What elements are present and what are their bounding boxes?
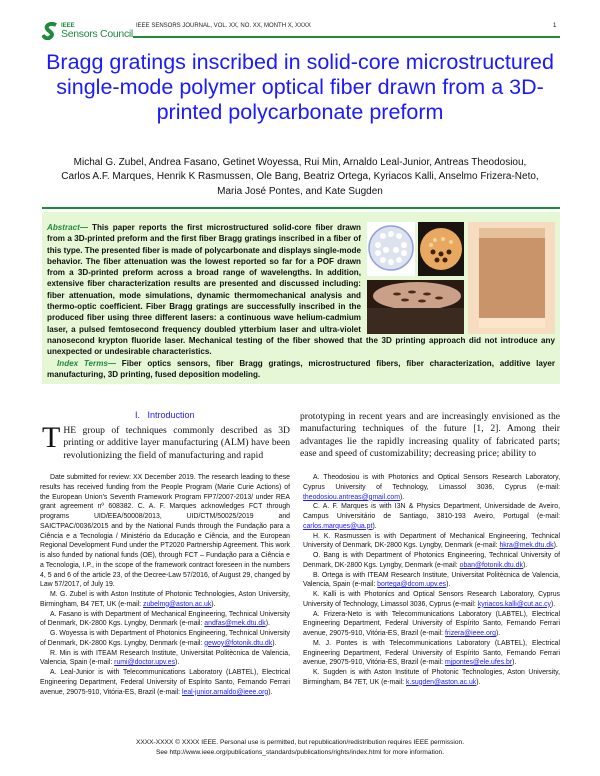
email-link[interactable]: k.sugden@aston.ac.uk [406, 678, 477, 686]
logo-s-icon [42, 22, 60, 40]
footnote-text: K. Sugden is with Aston Institute of Photonic Technologies, Aston University, Birmingham, B4 7ET, UK (e-mail: [303, 669, 560, 686]
paper-title: Bragg gratings inscribed in solid-core microstructured single-mode polymer optical fiber drawn from a 3D-printed polycarbonate preform [46, 50, 554, 124]
intro-text-right: prototyping in recent years and are increasingly envisioned as the manufacturing techniques of the future [1, 2]. Among their advantages lie the rapidly increasing quality of fabricated parts; ease and speed of customizability; decreasing price; ability to [300, 411, 560, 459]
email-link[interactable]: zubelmg@aston.ac.uk [143, 600, 212, 608]
running-header: IEEE SENSORS JOURNAL, VOL. XX, NO. XX, MONTH X, XXXX [136, 23, 312, 29]
author-footnote [303, 551, 560, 571]
email-link[interactable]: frizera@ieee.org [444, 630, 497, 637]
author-footnote [303, 473, 560, 502]
intro-column-left [42, 421, 290, 462]
author-footnote [40, 610, 290, 630]
footnote-end: ). [211, 600, 216, 608]
footnote-text: O. Bang is with Department of Photonics Engineering, Technical University of Denmark, DK-2800 Kgs. Lyngby, Denmark (e-mail: [303, 552, 560, 569]
footnote-end: ). [268, 688, 273, 696]
footnote-text: A. Leal-Junior is with Telecommunications Laboratory (LABTEL), Electrical Engineering Department, Federal University of Espírito Santo, Fernando Ferrari avenue, 29075-910, Vitória-ES, Brazil (e-mail: [40, 669, 290, 696]
footnote-end: ). [512, 659, 517, 667]
author-footnote [40, 668, 290, 697]
footnote-end: ). [476, 678, 481, 686]
email-link[interactable]: leal-junior.arnaldo@ieee.org [181, 688, 269, 696]
author-footnote [40, 629, 290, 649]
author-footnote [303, 668, 560, 688]
logo-ieee-text: IEEE [61, 22, 75, 29]
index-terms-text: Fiber optics sensors, fiber Bragg gratings, microstructured fibers, fiber characterization, additive layer manufacturing, 3D printing, fused deposition modeling. [47, 358, 555, 379]
author-footnote [40, 473, 290, 590]
email-link[interactable]: oban@fotonik.dtu.dk [459, 561, 523, 569]
footnote-end: ). [400, 493, 405, 501]
email-link[interactable]: rumi@doctor.upv.es [114, 659, 176, 667]
footnote-text: B. Ortega is with ITEAM Research Institute, Universitat Politècnica de Valencia, Valencia, Spain (e-mail: [303, 571, 560, 589]
footnote-end: ). [522, 561, 528, 569]
footnote-end: ). [496, 630, 501, 637]
ieee-sensors-council-logo [42, 20, 134, 42]
abstract-text: This paper reports the first microstructured solid-core fiber drawn from a 3D-printed preform and the first fiber Bragg gratings inscribed in a fiber of this type. The presented fiber is made of polycarbonate and displays single-mode behavior. The fiber attenuation was the lowest reported so far for a POF drawn from a 3D-printed preform across a broad range of wavelengths. In addition, extensive fiber characterization results are presented and discussed including: fiber attenuation, mode simulations, dynamic thermomechanical analysis and thermo-optic coefficient. Fiber Bragg gratings are successfully inscribed in the produced fiber using three different lasers: a continuous wave helium-cadmium laser, a pulsed femtosecond frequency doubled ytterbium laser and ultra-violet nanosecond krypton fluoride laser. Mechanical testing of the fiber showed that the 3D printing approach did not introduce any unexpected or undesirable characteristics. [47, 223, 555, 357]
author-footnote [303, 610, 560, 639]
email-link[interactable]: carlos.marques@ua.pt [303, 522, 373, 530]
preform-figure [367, 222, 555, 334]
footnote-text: C. A. F. Marques is with I3N & Physics Department, Universidade de Aveiro, Campus Universitário de Santiago, 3810-193 Aveiro, Portugal (e-mail: [303, 503, 560, 520]
section-heading-introduction: I. Introduction [135, 410, 195, 420]
footer-line-1: XXXX-XXXX © XXXX IEEE. Personal use is permitted, but republication/redistribution requires IEEE permission. [135, 739, 465, 746]
author-footnote [40, 649, 290, 669]
author-footnote [303, 639, 560, 668]
email-link[interactable]: bortega@dcom.upv.es [377, 581, 447, 589]
footnote-end: ). [551, 600, 556, 608]
author-list: Michal G. Zubel, Andrea Fasano, Getinet Woyessa, Rui Min, Arnaldo Leal-Junior, Antreas Theodosiou, Carlos A.F. Marques, Henrik K Rasmussen, Ole Bang, Beatriz Ortega, Kyriacos Kalli, Anselmo Frizera-Neto, Maria José Pontes, and Kate Sugden [61, 157, 539, 197]
footnote-end: ). [372, 522, 377, 530]
footnote-end: ). [553, 542, 558, 550]
drop-cap: T [42, 421, 61, 454]
footnote-text: A. Fasano is with Department of Mechanical Engineering, Technical University of Denmark, DK-2800 Kgs. Lyngby, Denmark (e-mail: [40, 610, 290, 628]
logo-council-text: Sensors Council [61, 27, 133, 40]
footnote-text: R. Min is with ITEAM Research Institute, Universitat Politècnica de Valencia, Valencia, Spain (e-mail: [40, 649, 290, 667]
footnote-text: H. K. Rasmussen is with Department of Mechanical Engineering, Technical University of Denmark, DK-2800 Kgs. Lyngby, Denmark (e-mail: [303, 532, 560, 550]
footnote-end: ). [446, 581, 451, 589]
email-link[interactable]: kyriacos.kalli@cut.ac.cy [477, 600, 552, 608]
author-footnote [303, 590, 560, 610]
email-link[interactable]: hkra@mek.dtu.dk [499, 542, 554, 550]
abstract-rule [42, 207, 560, 209]
footnotes-right [303, 473, 560, 688]
footnote-end: ). [175, 659, 180, 667]
footnote-text: G. Woyessa is with Department of Photonics Engineering, Technical University of Denmark, DK-2800 Kgs. Lyngby, Denmark (e-mail: [40, 630, 290, 647]
footnote-end: ). [272, 639, 277, 647]
footnote-text: A. Theodosiou is with Photonics and Optical Sensors Research Laboratory, Cyprus University of Technology, Limassol 3036, Cyprus (e-mail: [303, 474, 560, 491]
author-footnote [40, 590, 290, 610]
page-number: 1 [553, 23, 557, 29]
footer-line-2: See http://www.ieee.org/publications_standards/publications/rights/index.html for more information. [155, 748, 445, 756]
footnote-text: A. Frizera-Neto is with Telecommunications Laboratory (LABTEL), Electrical Engineering Department, Federal University of Espírito Santo, Fernando Ferrari avenue, 29075-910, Vitória-ES, Brazil (e-mail: [303, 610, 560, 637]
footnote-text: Date submitted for review: XX December 2019. The research leading to these results has received funding from the People Program (Marie Curie Actions) of the European Union's Seventh Framework Program FP7/2007-2013/ under REA grant agreement nº 608382. C. A. F. Marques acknowledges FCT through programs UID/EEA/50008/2013, UID/CTM/50025/2019 and SAICTPAC/0036/2015 and by the National Funds through the Fundação para a Ciência e a Tecnologia / Ministério da Educação e Ciência, and the European Regional Development Fund under the PT2020 Partnership Agreement. This work is also funded by national funds (OE), through FCT – Fundação para a Ciência e a Tecnologia, I.P., in the scope of the framework contract foreseen in the numbers 4, 5 and 6 of the article 23, of the Decree-Law 57/2016, of August 29, changed by Law 57/2017, of July 19. [40, 474, 290, 589]
email-link[interactable]: mjpontes@ele.ufes.br [444, 659, 513, 667]
footnote-text: M. G. Zubel is with Aston Institute of Photonic Technologies, Aston University, Birmingham, B4 7ET, UK (e-mail: [40, 591, 290, 608]
header-rule [133, 36, 560, 38]
abstract-label: Abstract— [47, 223, 88, 232]
email-link[interactable]: andfas@mek.dtu.dk [204, 620, 266, 628]
copyright-footer [60, 738, 540, 757]
author-footnote [303, 532, 560, 552]
footnote-end: ). [265, 620, 270, 628]
footnote-text: M. J. Pontes is with Telecommunications Laboratory (LABTEL), Electrical Engineering Department, Federal University of Espírito Santo, Fernando Ferrari avenue, 29075-910, Vitória-ES, Brazil (e-mail: [303, 639, 560, 667]
index-terms-label: Index Terms— [57, 358, 116, 368]
author-footnote [303, 502, 560, 531]
email-link[interactable]: gewoy@fotonik.dtu.dk [204, 639, 273, 647]
email-link[interactable]: theodosiou.antreas@gmail.com [303, 493, 401, 501]
abstract [47, 222, 555, 380]
footnote-text: K. Kalli is with Photonics and Optical Sensors Research Laboratory, Cyprus University of Technology, Limassol 3036, Cyprus (e-mail: [303, 591, 560, 608]
author-footnote [303, 571, 560, 591]
footnotes-left [40, 473, 290, 697]
intro-text-left: HE group of techniques commonly described as 3D printing or additive layer manufacturing (ALM) have been revolutionizing the field of manufacturing and rapid [63, 425, 290, 461]
